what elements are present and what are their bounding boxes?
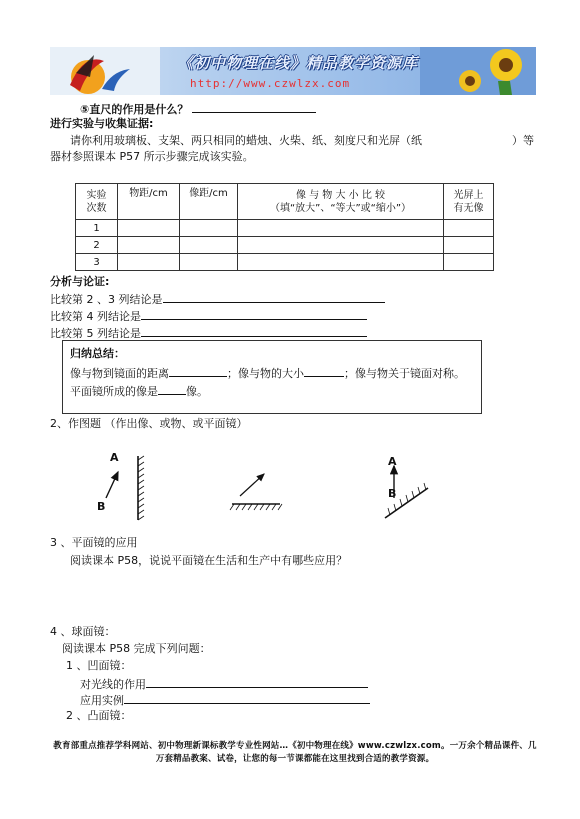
table-row <box>76 220 494 237</box>
banner-url: http://www.czwlzx.com <box>190 77 351 90</box>
table-cell[interactable] <box>238 254 444 271</box>
label-b-fig3: B <box>388 487 397 500</box>
footer-text: 教育部重点推荐学科网站、初中物理新课标教学专业性网站…《初中物理在线》www.czwlzx.com。一万余个精品课件、几万套精品教案、试卷，让您的每一节课都能在这里找到合适的教学资源。 <box>53 741 537 764</box>
analysis-line-1: 比较第 2 、3 列结论是 <box>50 291 385 307</box>
answer-blank <box>163 291 385 303</box>
table-cell[interactable] <box>118 220 180 237</box>
answer-blank <box>158 383 186 395</box>
row-number: 3 <box>76 254 118 271</box>
row-number: 2 <box>76 237 118 254</box>
exp-line-2: 器材参照课本 P57 所示步骤完成该实验。 <box>50 150 254 163</box>
table-cell[interactable] <box>238 220 444 237</box>
answer-blank <box>304 365 344 377</box>
figure-2 <box>230 474 282 510</box>
answer-blank <box>124 692 370 704</box>
answer-blank <box>141 325 367 337</box>
table-header-row <box>76 184 494 220</box>
summary-line-1: 像与物到镜面的距离 ；像与物的大小 ；像与物关于镜面对称。 <box>70 367 465 380</box>
header-size-compare: 像 与 物 大 小 比 较 （填“放大”、“等大”或“缩小”） <box>238 184 444 220</box>
table-cell[interactable] <box>180 254 238 271</box>
analysis-heading: 分析与论证: <box>50 275 110 288</box>
header-screen-image: 光屏上 有无像 <box>444 184 494 220</box>
section-3-question: 阅读课本 P58，说说平面镜在生活和生产中有哪些应用？ <box>70 554 348 567</box>
experiment-table <box>75 183 494 271</box>
label-a-fig1: A <box>110 451 119 464</box>
analysis-line-2: 比较第 4 列结论是 <box>50 308 367 324</box>
table-cell[interactable] <box>180 237 238 254</box>
row-number: 1 <box>76 220 118 237</box>
header-object-distance: 物距/cm <box>118 184 180 220</box>
concave-mirror-title: 1 、凹面镜： <box>66 659 132 672</box>
analysis-line-3: 比较第 5 列结论是 <box>50 325 367 341</box>
header-banner <box>50 47 536 95</box>
header-trial: 实验 次数 <box>76 184 118 220</box>
label-a-fig3: A <box>388 455 397 468</box>
drawing-title: 2、作图题 （作出像、或物、或平面镜） <box>50 417 248 430</box>
question-5 <box>80 101 316 117</box>
figure-1 <box>106 456 144 520</box>
label-b-fig1: B <box>97 500 106 513</box>
table-cell[interactable] <box>180 220 238 237</box>
table-cell[interactable] <box>238 237 444 254</box>
exp-line-1a: 请你利用玻璃板、支架、两只相同的蜡烛、火柴、纸、刻度尺和光屏（纸 <box>70 134 422 147</box>
concave-example-line: 应用实例 <box>80 692 370 708</box>
table-row <box>76 254 494 271</box>
concave-effect-line: 对光线的作用 <box>80 676 368 692</box>
section-3-title: 3 、平面镜的应用 <box>50 536 138 549</box>
banner-title: 《初中物理在线》精品教学资源库 <box>178 54 419 72</box>
question-5-text: ⑤直尺的作用是什么？ <box>80 103 189 116</box>
answer-blank <box>141 308 367 320</box>
answer-blank <box>169 365 227 377</box>
summary-title: 归纳总结： <box>70 347 125 360</box>
summary-line-2: 平面镜所成的像是 像。 <box>70 385 208 398</box>
answer-blank <box>146 676 368 688</box>
table-row <box>76 237 494 254</box>
answer-blank <box>192 101 316 113</box>
convex-mirror-title: 2 、凸面镜： <box>66 709 132 722</box>
header-image-distance: 像距/cm <box>180 184 238 220</box>
table-cell[interactable] <box>444 254 494 271</box>
table-cell[interactable] <box>444 220 494 237</box>
section-4-title: 4 、球面镜： <box>50 625 116 638</box>
exp-line-1b: ）等 <box>512 134 534 147</box>
table-cell[interactable] <box>118 254 180 271</box>
table-cell[interactable] <box>118 237 180 254</box>
exp-heading: 进行实验与收集证据: <box>50 117 154 130</box>
table-cell[interactable] <box>444 237 494 254</box>
section-4-intro: 阅读课本 P58 完成下列问题： <box>62 642 211 655</box>
drawing-figures <box>80 440 460 530</box>
